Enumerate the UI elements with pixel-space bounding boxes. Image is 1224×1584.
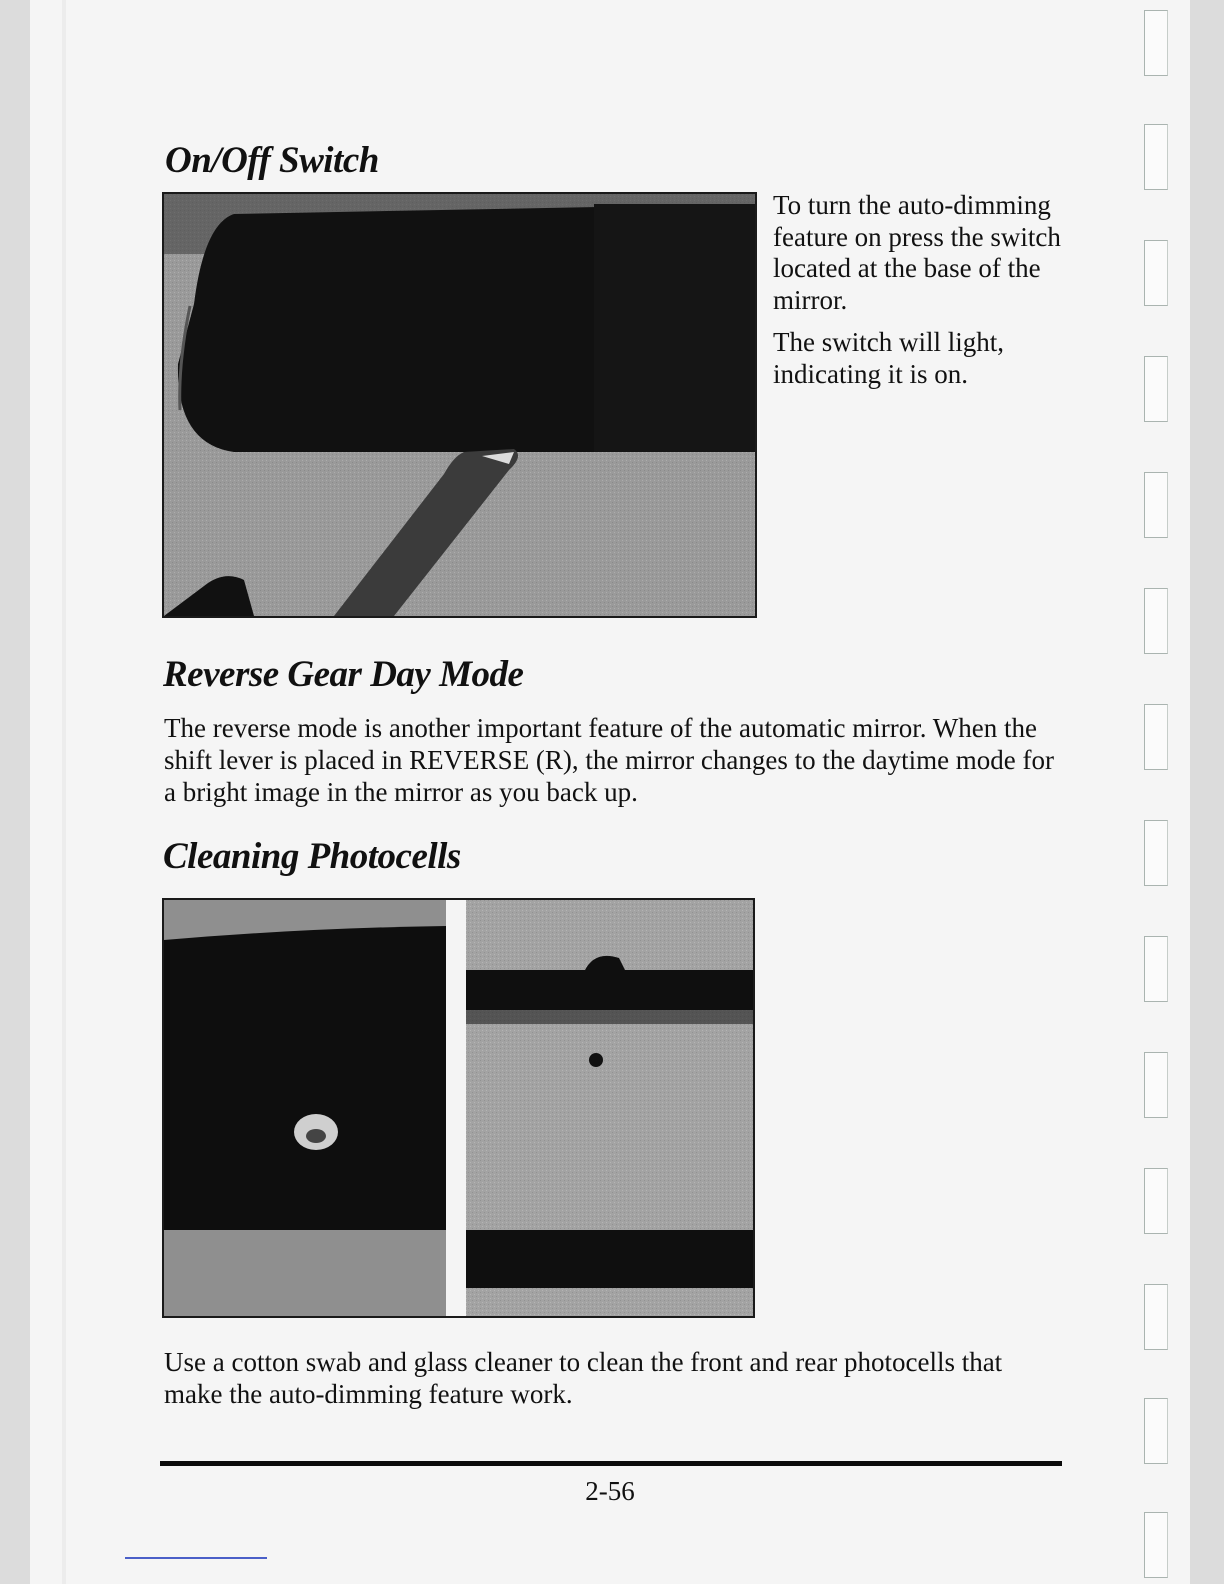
mirror-switch-photo [162, 192, 757, 618]
reverse-gear-paragraph: The reverse mode is another important feature of the automatic mirror. When the shift lever is placed in REVERSE (R), the mirror changes to the daytime mode for a bright image in the mirror as you back up. [164, 713, 1055, 807]
mirror-switch-illustration [164, 194, 755, 616]
onoff-switch-text [773, 190, 1073, 401]
index-tab [1144, 1512, 1168, 1578]
index-tab [1144, 704, 1168, 770]
index-tab [1144, 1052, 1168, 1118]
onoff-switch-heading: On/Off Switch [165, 140, 379, 181]
reverse-gear-heading: Reverse Gear Day Mode [163, 654, 524, 695]
footer-rule [160, 1461, 1062, 1466]
onoff-instruction-paragraph: To turn the auto-dimming feature on press the switch located at the base of the mirror. [773, 190, 1061, 315]
index-tab [1144, 240, 1168, 306]
cleaning-photocells-paragraph: Use a cotton swab and glass cleaner to clean the front and rear photocells that make the auto-dimming feature work. [164, 1347, 1003, 1409]
photocells-illustration [164, 900, 753, 1316]
page-number: 2-56 [585, 1476, 635, 1506]
index-tab [1144, 472, 1168, 538]
index-tabs [1138, 0, 1178, 1584]
page-binding-edge [62, 0, 66, 1584]
onoff-indicator-paragraph: The switch will light, indicating it is on. [773, 327, 1004, 389]
index-tab [1144, 356, 1168, 422]
index-tab [1144, 10, 1168, 76]
footer-link-underline [125, 1557, 267, 1559]
index-tab [1144, 124, 1168, 190]
index-tab [1144, 1284, 1168, 1350]
cleaning-photocells-heading: Cleaning Photocells [163, 836, 461, 877]
index-tab [1144, 1168, 1168, 1234]
photocells-photo [162, 898, 755, 1318]
index-tab [1144, 1398, 1168, 1464]
index-tab [1144, 820, 1168, 886]
index-tab [1144, 936, 1168, 1002]
index-tab [1144, 588, 1168, 654]
